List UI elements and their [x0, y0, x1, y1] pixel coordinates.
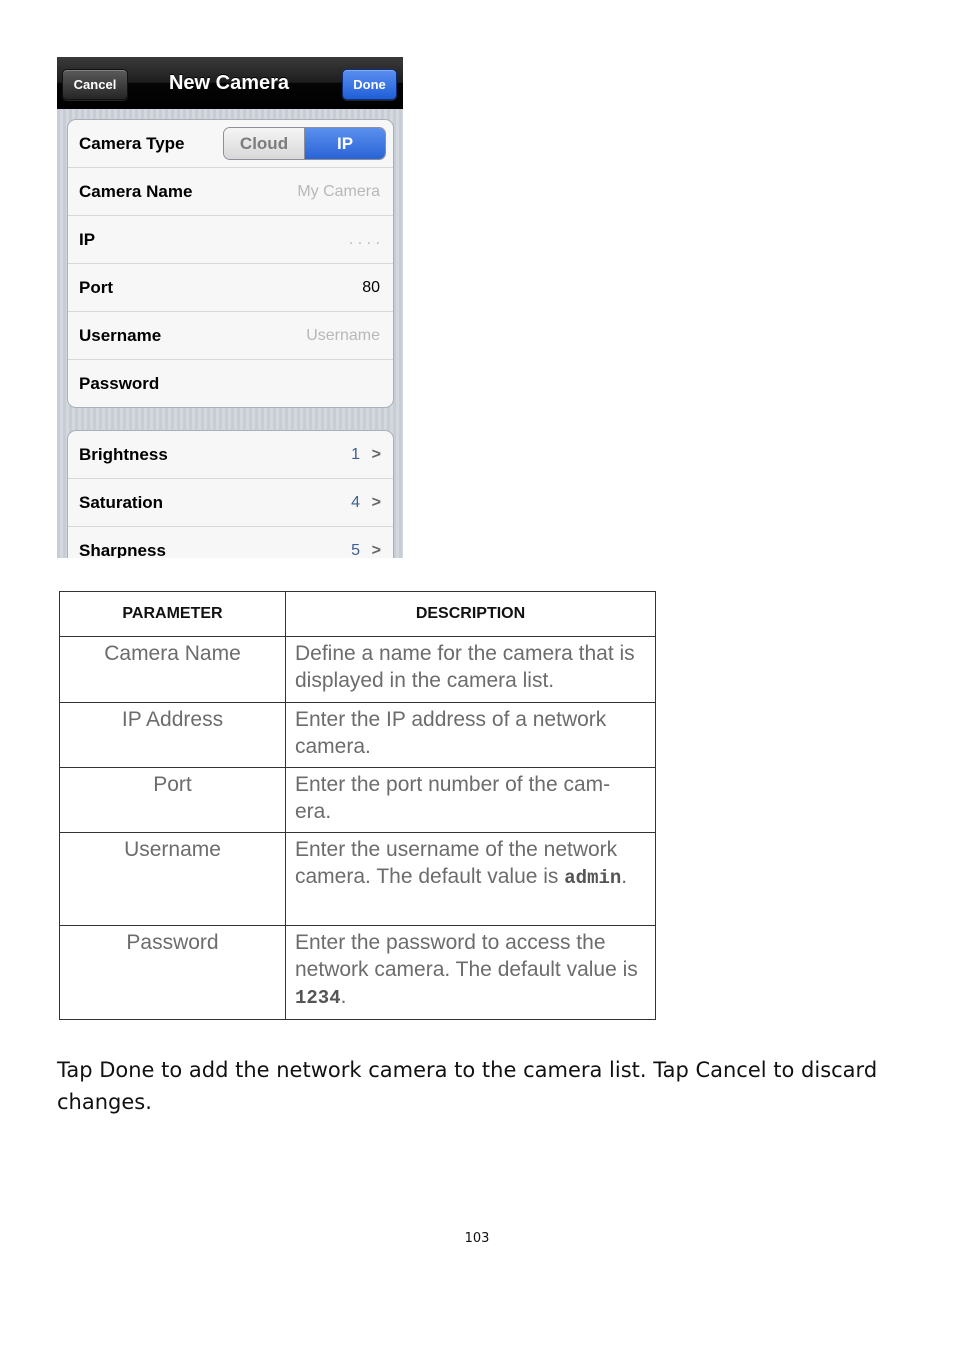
saturation-value: 4 [351, 493, 360, 511]
body-paragraph: Tap Done to add the network camera to the camera list. Tap Cancel to discard changes. [57, 1058, 878, 1114]
password-label: Password [79, 373, 160, 393]
username-row[interactable] [68, 312, 393, 360]
sharpness-label: Sharpness [79, 540, 166, 558]
port-label: Port [79, 277, 113, 297]
navigation-bar [57, 57, 403, 109]
port-row[interactable] [68, 264, 393, 312]
camera-settings-group [67, 119, 394, 408]
table-row [60, 637, 656, 703]
desc-cell: Enter the port number of the cam-era. [286, 768, 656, 833]
param-cell: IP Address [60, 703, 286, 768]
port-input[interactable]: 80 [362, 278, 380, 296]
saturation-row[interactable] [68, 479, 393, 527]
parameter-table [59, 591, 656, 1020]
camera-name-row[interactable] [68, 168, 393, 216]
username-input[interactable]: Username [306, 326, 380, 344]
brightness-label: Brightness [79, 444, 168, 464]
username-label: Username [79, 325, 162, 345]
desc-tail: . [621, 865, 628, 888]
table-row [60, 703, 656, 768]
saturation-label: Saturation [79, 492, 164, 512]
desc-cell: Enter the IP address of a network camera. [286, 703, 656, 768]
page-number: 103 [464, 1231, 490, 1246]
camera-name-input[interactable]: My Camera [297, 182, 380, 200]
brightness-value: 1 [351, 445, 360, 463]
param-cell: Port [60, 768, 286, 833]
chevron-right-icon: > [371, 493, 381, 511]
header-description: DESCRIPTION [286, 592, 656, 637]
desc-text: Enter the password to access the network camera. The default value is [295, 931, 638, 981]
table-row [60, 833, 656, 926]
camera-type-label: Camera Type [79, 133, 185, 153]
desc-cell [286, 833, 656, 926]
segment-ip[interactable]: IP [305, 128, 385, 159]
nav-title: New Camera [168, 72, 290, 94]
cancel-button[interactable]: Cancel [62, 69, 128, 100]
camera-type-segmented-control[interactable] [223, 127, 386, 160]
camera-type-row [68, 120, 393, 168]
desc-cell [286, 926, 656, 1020]
password-row[interactable] [68, 360, 393, 407]
table-row [60, 768, 656, 833]
param-cell: Password [60, 926, 286, 1020]
default-username-code: admin [564, 867, 622, 889]
phone-screenshot [57, 57, 403, 558]
ip-row[interactable] [68, 216, 393, 264]
param-cell: Username [60, 833, 286, 926]
ip-label: IP [79, 229, 96, 249]
param-cell: Camera Name [60, 637, 286, 703]
table-header-row [60, 592, 656, 637]
ip-input[interactable]: . . . . [348, 230, 380, 248]
desc-cell: Define a name for the camera that is displayed in the camera list. [286, 637, 656, 703]
sharpness-row[interactable] [68, 527, 393, 558]
brightness-row[interactable] [68, 431, 393, 479]
desc-tail: . [340, 985, 347, 1008]
chevron-right-icon: > [371, 445, 381, 463]
default-password-code: 1234 [295, 987, 341, 1009]
desc-text: Enter the username of the network camera. The default value is [295, 838, 618, 888]
table-row [60, 926, 656, 1020]
camera-name-label: Camera Name [79, 181, 193, 201]
chevron-right-icon: > [371, 541, 381, 558]
image-settings-group [67, 430, 394, 558]
done-button[interactable]: Done [342, 69, 397, 100]
header-parameter: PARAMETER [60, 592, 286, 637]
sharpness-value: 5 [351, 541, 360, 558]
segment-cloud[interactable]: Cloud [224, 128, 305, 159]
